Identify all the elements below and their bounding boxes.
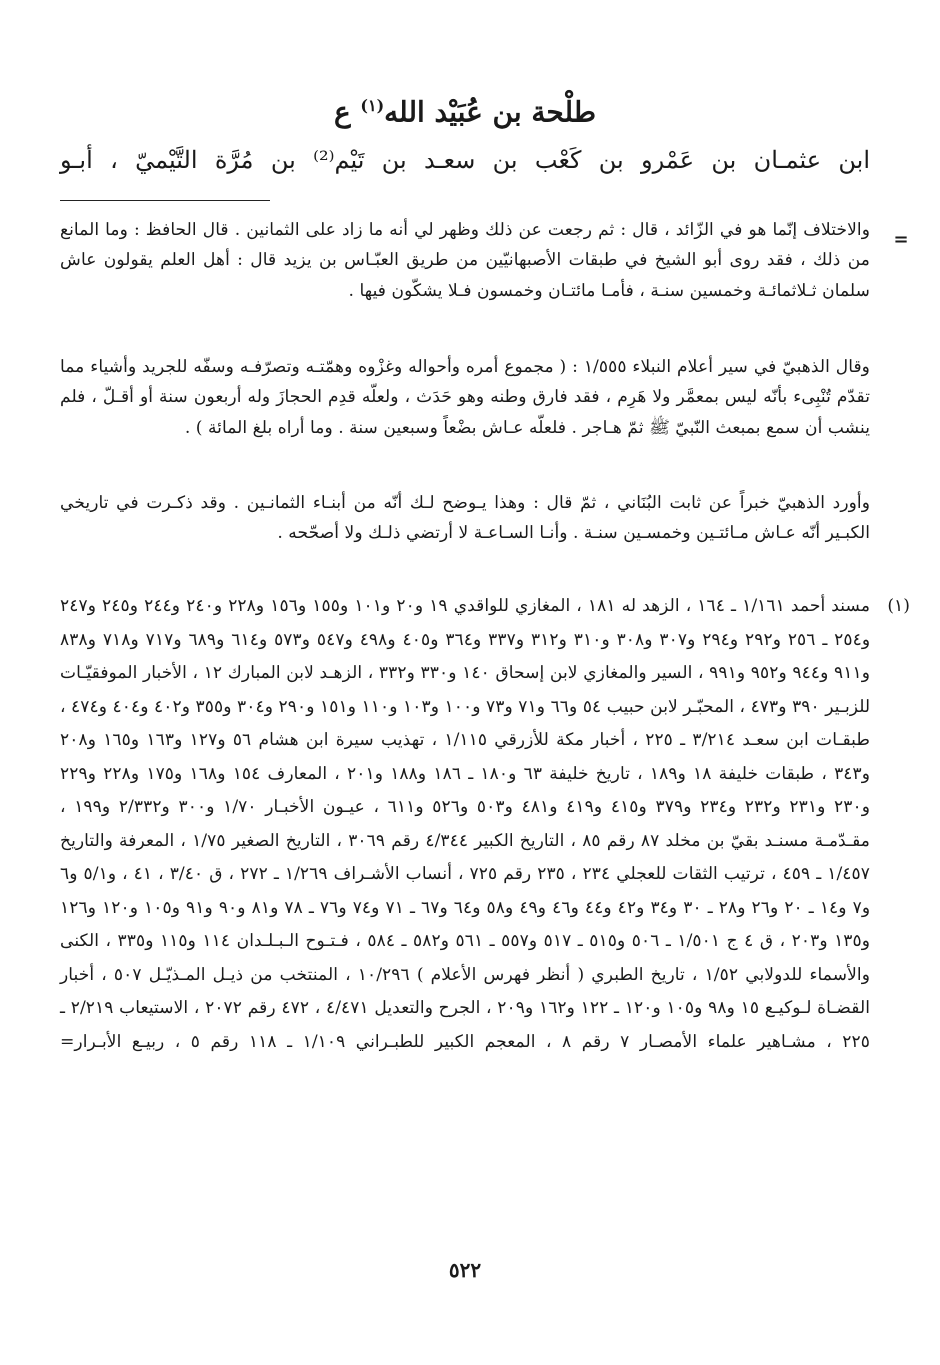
- continued-note-paragraph: والاختلاف إنّما هو في الزّائد ، قال : ثم رجعت عن ذلك وظهر لي أنه ما زاد على الثمانين . قال الحافظ : وما المانع من ذلك ، فقد روى أبو الشيخ في طبقات الأصبهانيّين من طريق العبّـاس بن يزيد قال : أهل العلم يقولون عاش سلمان ثـلاثمائـة وخمسين سنـة ، فأمـا مائتـان وخمسون فـلا يشكّون فيها .: [60, 220, 870, 301]
- lineage-line: ابن عثمـان بن عَمْرو بن كَعْب بن سعـد بن تَيْم⁽²⁾ بن مُرَّة التَّيْميّ ، أبـو: [60, 146, 871, 174]
- continued-note-paragraph: وقال الذهبيّ في سير أعلام النبلاء ١/٥٥٥ : ( مجموع أمره وأحواله وغزْوه وهمّتـه وتصرّفـه وسفّه للجريد وأشياء مما تقدّم تُنْبِىء بأنّه ليس بمعمَّر ولا هَرِم ، فقد فارق وطنه وهو حَدَث ، ولعلّه قدِم الحجازَ وله أربعون سنة أو أقـلّ ، فلم ينشب أن سمع بمبعث النّبيّ ﷺ ثمّ هـاجر . فلعلّه عـاش بضْعاً وسبعين سنة . وما أراه بلغ المائة ) .: [60, 357, 870, 438]
- continued-note-paragraph: وأورد الذهبيّ خبراً عن ثابت البُنَاني ، ثمّ قال : وهذا يـوضح لـك أنّه من أبنـاء الثمانـين . وقد ذكـرت في تاريخي الكبـير أنّه عـاش مـائتـين وخمسـين سنـة . وأنـا السـاعـة لا أرتضي ذلـك ولا أصحّحه .: [60, 493, 870, 544]
- entry-heading: [60, 86, 870, 132]
- footnote-references: مسند أحمد ١/١٦١ ـ ١٦٤ ، الزهد له ١٨١ ، المغازي للواقدي ١٩ و٢٠ و١٠١ و١٥٥ و١٥٦ و٢٢٨ و٢٤٠ و٢٤٤ و٢٤٥ و٢٤٧ و٢٥٤ ـ ٢٥٦ و٢٩٢ و٢٩٤ و٣٠٧ و٣٠٨ و٣١٠ و٣١٢ و٣٣٧ و٣٦٤ و٤٠٥ و٤٩٨ و٥٤٧ و٥٧٣ و٦١٤ و٦٨٩ و٧١٧ و٧١٨ و٨٣٨ و٩١١ و٩٤٤ و٩٥٢ و٩٩١ ، السير والمغازي لابن إسحاق ١٤٠ و٣٣٠ و٣٣٢ ، الزهـد لابن المبارك ١٢ ، الأخبار الموفقيّـات للزبـير ٣٩٠ و٤٧٣ ، المحبّـر لابن حبيب ٥٤ و٦٦ و٧١ و٧٣ و١٠٠ و١٠٣ و١١٠ و١٥١ و٢٩٠ و٣٠٤ و٣٥٥ و٤٠٢ و٤٠٤ و٤٧٤ ، طبقـات ابن سعـد ٣/٢١٤ ـ ٢٢٥ ، أخبار مكة للأزرقي ١/١١٥ ، تهذيب سيرة ابن هشام ٥٦ و١٢٧ و١٦٣ و١٦٥ و٢٠٨ و٣٤٣ ، طبقات خليفة ١٨ و١٨٩ ، تاريخ خليفة ٦٣ و١٨٠ ـ ١٨٦ و١٨٨ و٢٠١ ، المعارف ١٥٤ و١٦٨ و١٧٥ و٢٢٨ و٢٢٩ و٢٣٠ و٢٣١ و٢٣٢ و٢٣٤ و٣٧٩ و٤١٥ و٤١٩ و٤٨١ و٥٠٣ و٥٢٦ و٦١١ ، عيـون الأخبـار ١/٧٠ و٣٠٠ و٢/٣٣٢ و١٩٩ ، مقـدّمـة مسنـد بقيّ بن مخلد ٨٧ رقم ٨٥ ، التاريخ الكبير ٤/٣٤٤ رقم ٣٠٦٩ ، التاريخ الصغير ١/٧٥ ، المعرفة والتاريخ ١/٤٥٧ ـ ٤٥٩ ، ترتيب الثقات للعجلي ٢٣٤ ، ٢٣٥ رقم ٧٢٥ ، أنساب الأشـراف ١/٢٦٩ ـ ٢٧٢ ، ق ٣/٤٠ ، ٤١ ، و٥/١ و٦ و٧ و١٤ ـ ٢٠ و٢٦ و٢٨ ـ ٣٠ و٣٤ و٤٢ و٤٤ و٤٦ و٤٩ و٥٨ و٦٤ و٦٧ ـ ٧١ و٧٤ و٧٦ ـ ٧٨ و٨١ و٩٠ و٩١ و١٠٥ و١٢٠ و١٢٦ و١٣٥ و٢٠٣ ، ق ٤ ج ١/٥٠١ ـ ٥٠٦ و٥١٥ ـ ٥١٧ و٥٥٧ ـ ٥٦١ و٥٨٢ ـ ٥٨٤ ، فـتـوح الـبـلـدان ١١٤ و١١٥ و٣٣٥ ، الكنى والأسماء للدولابي ١/٥٢ ، تاريخ الطبري ( أنظر فهرس الأعلام ) ١٠/٢٩٦ ، المنتخب من ذيـل المـذيّـل ٥٠٧ ، أخبار القضـاة لـوكيـع ١٥ و٩٨ و١٠٥ و١٢٠ ـ ١٢٢ و١٦٢ و٢٠٩ ، الجرح والتعديل ٤/٤٧١ ، ٤٧٢ رقم ٢٠٧٢ ، الاستيعاب ٢/٢١٩ ـ ٢٢٥ ، مشـاهير علماء الأمصـار ٧ رقم ٨ ، المعجم الكبير للطبـراني ١/١٠٩ ـ ١١٨ رقم ٥ ، ربيـع الأبـرار=: [60, 596, 871, 1052]
- footnote-number: (١): [887, 596, 910, 616]
- page-number: ٥٢٢: [448, 1258, 482, 1282]
- entry-symbol: ع: [333, 95, 351, 129]
- entry-name: طلْحة بن عُبَيْد الله: [384, 95, 597, 129]
- heading-footnote-mark: (١): [360, 96, 385, 115]
- book-page: [60, 0, 910, 1365]
- continuation-mark: =: [893, 229, 909, 250]
- footnote-separator: [60, 200, 270, 201]
